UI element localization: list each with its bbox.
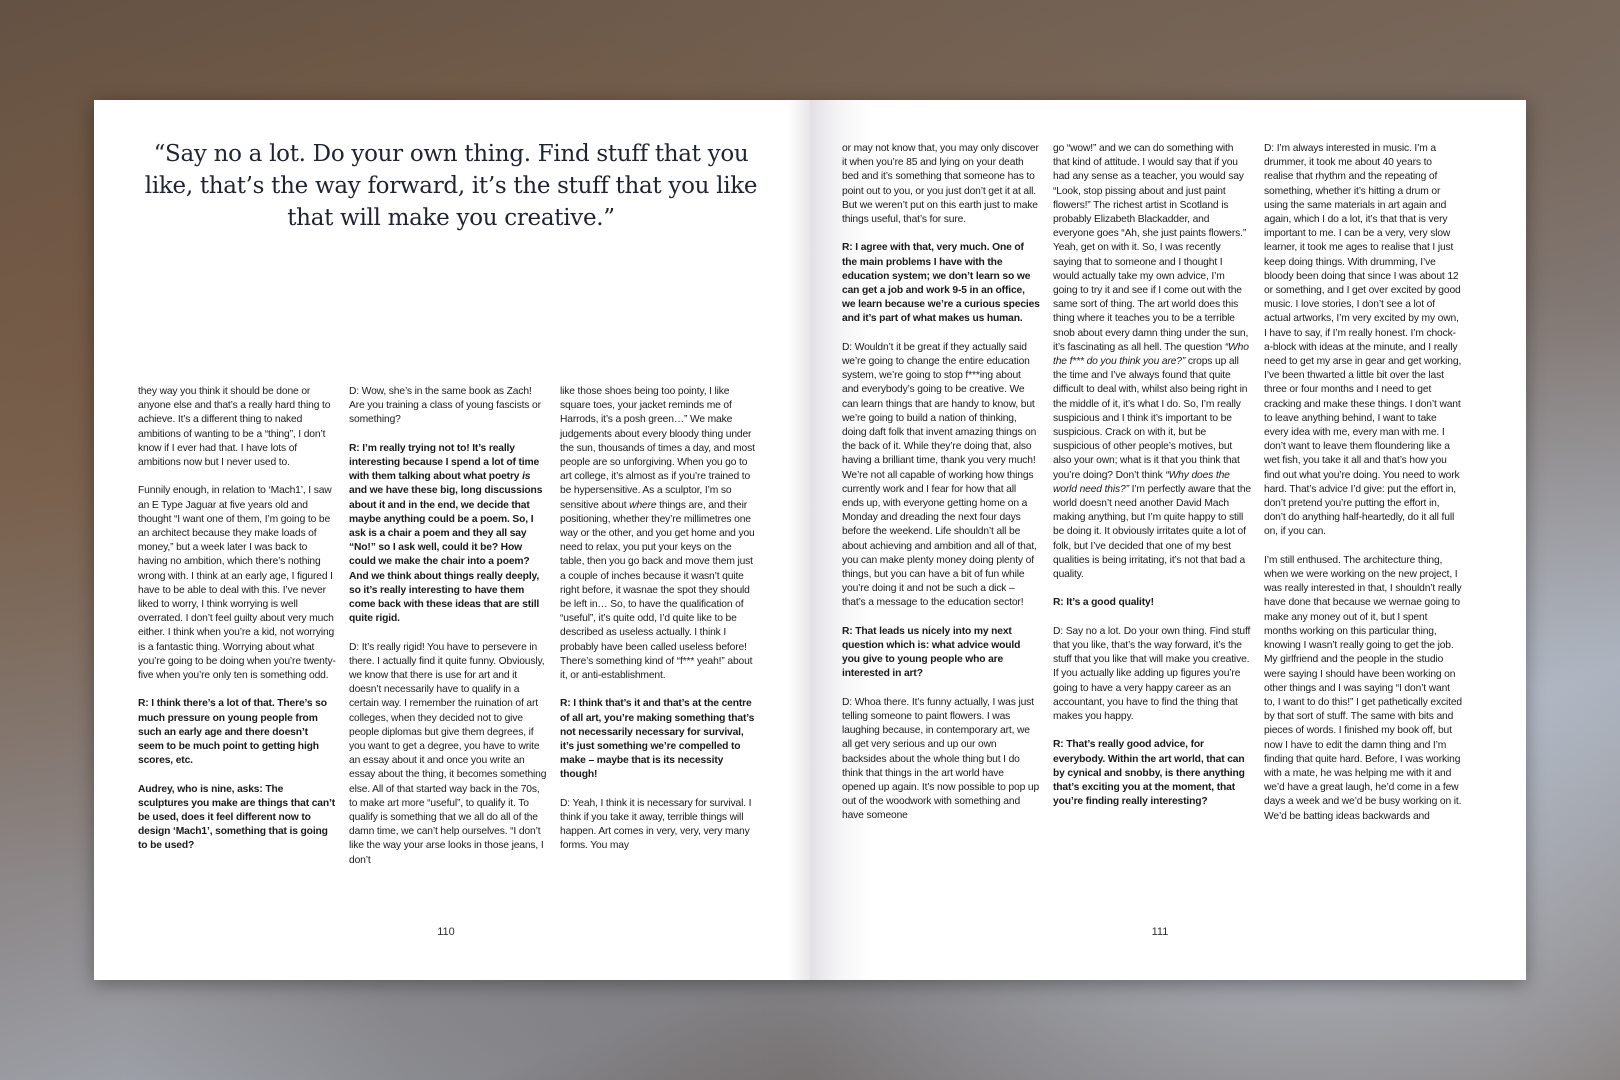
pull-quote: “Say no a lot. Do your own thing. Find stuff that you like, that’s the way forward, it’s the stuff that you like that will make you creative.” xyxy=(144,141,758,231)
paragraph: D: Say no a lot. Do your own thing. Find stuff that you like, that’s the way forward, it’s the stuff that you like that will make you creative. If you actually like adding up figures you’re going to have a very happy career as an accountant, you have to find the thing that makes you happy. xyxy=(1053,625,1251,723)
paragraph: D: It’s really rigid! You have to persevere in there. I actually find it quite funny. Obviously, we know that there is use for art and it doesn’t necessarily have to qualify in a certain way. I remember the ruination of art colleges, when they decided not to give people diplomas but give them degrees, if you want to get a degree, you have to write an essay about it and once you write an essay about the thing, it becomes something else. All of that started way back in the 70s, to make art more “useful”, to qualify it. To qualify is something that we all do all of the damn time, we can’t help ourselves. “I don’t like the way your arse looks in those jeans, I don’t xyxy=(349,641,547,866)
question-text: R: I think that’s it and that’s at the centre of all art, you’re making something that’s not necessarily necessary for survival, it’s just something we’re compelled to make – maybe that is its necessity though! xyxy=(560,698,755,781)
question-text: R: I think there’s a lot of that. There’s so much pressure on young people from such an early age and there doesn’t seem to be much point to getting high scores, etc. xyxy=(138,698,327,767)
question-paragraph xyxy=(1053,738,1251,809)
question-text: Audrey, who is nine, asks: The sculptures you make are things that can’t be used, does it feel different now to design ‘Mach1’, something that is going to be used? xyxy=(138,783,335,852)
paragraph: Funnily enough, in relation to ‘Mach1’, I saw an E Type Jaguar at five years old and thought “I want one of them, I’m going to be an architect because they make loads of money,” but a week later I was back to having no ambition, which there’s nothing wrong with. I think at an early age, I figured I have to be able to deal with this. I’ve never liked to worry, I think worrying is well overrated. I don’t feel guilty about very much either. I think when you’re a kid, not worrying is a fantastic thing. Worrying about what you’re going to be doing when you’re twenty-five when you’re only ten is something odd. xyxy=(138,485,336,682)
paragraph xyxy=(1053,142,1251,582)
text-column-3 xyxy=(560,385,758,868)
question-text: R: I agree with that, very much. One of the main problems I have with the education system; we don’t learn so we can get a job and work 9-5 in an office, we learn because we’re a curious species and it’s part of what makes us human. xyxy=(842,242,1040,325)
text-span: go “wow!” and we can do something with that kind of attitude. I would say that if you had any sense as a teacher, you would say “Look, stop pissing about and just paint flowers!” The richest artist in Scotland is probably Elizabeth Blackadder, and everyone goes “Ah, she just paints flowers.” Yeah, get on with it. So, I was recently saying that to someone and I thought I would actually take my own advice, I’m going to try it and see if I come out with the same sort of thing. The art world does this thing where it teaches you to be a terrible snob about every damn thing under the sun, it’s fascinating as all hell. The question xyxy=(1053,143,1249,353)
paragraph: I’m still enthused. The architecture thing, when we were working on the new project, I was really interested in that, I shouldn’t really have done that because we wernae going to make any money out of it, but I spent months working on this particular thing, knowing I wasn’t really going to get the job. My girlfriend and the people in the studio were saying I should have been working on other things and I was saying “I don’t want to, I want to do this!” I get pathetically excited by that sort of stuff. The same with bits and pieces of words. I finished my book off, but now I have to edit the damn thing and I’m finding that quite hard. Before, I was working with a mate, he was helping me with it and we’d have a great laugh, he’d come in a few days a week and we’d be busy working on it. We’d be batting ideas backwards and xyxy=(1264,554,1462,822)
text-span: things are, and their positioning, whether they’re millimetres one way or the other, and you get home and you need to relax, you put your keys on the table, then you go back and move them just a couple of inches because it wasn’t quite right before, it wasnae the spot they should be left in… So, to have the qualification of “useful”, it’s quite odd, I’d quite like to be described as useless actually. I think I probably have been called useless before! There’s something kind of “f*** yeah!” about it, or anti-establishment. xyxy=(560,499,755,682)
page-number-left: 110 xyxy=(437,926,455,938)
question-text: R: It’s a good quality! xyxy=(1053,597,1154,609)
question-paragraph xyxy=(138,783,336,854)
text-span: crops up all the time and I’ve always found that quite difficult to deal with, whilst also being right in the middle of it, it’s what I do. So, I’m really suspicious and I think it’s important to be suspicious. Crack on with it, but be suspicious of other people’s motives, but also your own; what is it that you think that you’re doing? Don’t think xyxy=(1053,356,1248,481)
question-text: R: That’s really good advice, for everybody. Within the art world, that can by cynical and snobby, is there anything that’s exciting you at the moment, that you’re finding really interesting? xyxy=(1053,739,1245,808)
question-text: R: That leads us nicely into my next question which is: what advice would you give to young people who are interested in art? xyxy=(842,625,1021,680)
paragraph: D: Wow, she’s in the same book as Zach! Are you training a class of young fascists or something? xyxy=(349,386,541,426)
right-page xyxy=(810,100,1526,980)
italic-text: where xyxy=(629,499,657,511)
magazine-spread xyxy=(94,100,1526,980)
page-number-right: 111 xyxy=(1151,926,1169,938)
question-paragraph xyxy=(349,442,547,627)
text-column-1 xyxy=(138,385,336,868)
italic-text: “Why does the world need this?” xyxy=(1053,469,1230,495)
paragraph: D: Wouldn’t it be great if they actually said we’re going to change the entire education system, we’re going to stop f***ing about and everybody’s going to be creative. We can learn things that are handy to know, but we’re going to build a nation of thinking, doing daft folk that invent amazing things on the back of it. While they’re doing that, also having a brilliant time, thank you very much! We’re not all capable of working how things currently work and I fear for how that all ends up, with everyone getting home on a Monday and dreading the next four days before the weekend. Life shouldn’t all be about achieving and ambition and all of that, you can make plenty money doing plenty of things, but you can have a bit of fun while you’re doing it and not be such a dick – that’s a message to the education sector! xyxy=(842,341,1037,609)
paragraph: or may not know that, you may only discover it when you’re 85 and lying on your death bed and it’s something that someone has to point out to you, or you just don’t get it at all. But we weren’t put on this earth just to make things useful, that’s for sure. xyxy=(842,143,1039,226)
question-paragraph xyxy=(1053,596,1251,610)
text-column-5 xyxy=(1053,142,1251,824)
text-column-4 xyxy=(842,142,1040,838)
text-span: R: I’m really trying not to! It’s really interesting because I spend a lot of time with them talking about what poetry xyxy=(349,442,540,483)
paragraph xyxy=(560,385,758,683)
question-paragraph xyxy=(842,241,1040,326)
text-column-6 xyxy=(1264,142,1462,838)
italic-text: is xyxy=(522,471,531,483)
question-paragraph xyxy=(560,697,758,782)
paragraph: D: Whoa there. It’s funny actually, I was just telling someone to paint flowers. I was laughing because, in contemporary art, we all get very serious and up our own backsides about the whole thing but I do think that things in the art world have opened up again. It’s now possible to pop up out of the woodwork with something and have someone xyxy=(842,696,1040,822)
left-page xyxy=(94,100,810,980)
paragraph: D: Yeah, I think it is necessary for survival. I think if you take it away, terrible things will happen. Art comes in very, very, very many forms. You may xyxy=(560,797,752,852)
text-column-2 xyxy=(349,385,547,882)
italic-text: “Who the f*** do you think you are?” xyxy=(1053,341,1249,368)
text-span: and we have these big, long discussions about it and in the end, we decide that maybe anything could be a poem. So, I ask is a chair a poem and they all say “No!” so I ask well, could it be? How could we make the chair into a poem? And we think about things really deeply, so it’s really interesting to have them come back with these ideas that are still quite rigid. xyxy=(349,485,543,625)
question-paragraph xyxy=(842,625,1040,682)
question-paragraph xyxy=(138,697,336,768)
paragraph: they way you think it should be done or anyone else and that’s a really hard thing to achieve. It’s a different thing to naked ambitions of wanting to be a “thing”, I don’t know if I ever had that. I have lots of ambitions now but I never used to. xyxy=(138,386,331,469)
text-span: I’m perfectly aware that the world doesn’t need another David Mach making anything, but I’m quite happy to still be doing it. It obviously irritates quite a lot of folk, but I’ve decided that one of my best qualities is being irritating, it’s not that bad a quality. xyxy=(1053,483,1252,581)
text-span: like those shoes being too pointy, I like square toes, your jacket reminds me of Harrods, it’s a posh green…” We make judgements about every bloody thing under the sun, thousands of times a day, and most people are so unforgiving. When you go to art college, it’s almost as if you’re trained to be hypersensitive. As a sculptor, I’m so sensitive about xyxy=(560,386,755,511)
paragraph: D: I’m always interested in music. I’m a drummer, it took me about 40 years to realise that rhythm and the repeating of something, whether it’s hitting a drum or using the same materials in art again and again, which I do a lot, it’s that that is very important to me. I can be a very, very slow learner, it took me ages to realise that I just keep doing things. With drumming, I’ve bloody been doing that since I was about 12 or something, and I get over excited by good music. I love stories, I don’t see a lot of actual artworks, I’m very excited by my own, I have to say, if I’m really honest. I’m chock-a-block with ideas at the minute, and I really need to get my arse in gear and get working, I’ve been thwarted a little bit over the last three or four months and I need to get cracking and make these things. I don’t want to leave anything behind, I want to take every idea with me, every man with me. I don’t want to leave them floundering like a wet fish, you take it all and that’s how you find out what you’re doing. You need to work hard. That’s advice I’d give: put the effort in, don’t pretend you’re putting the effort in, don’t do anything half-heartedly, do it all full on, if you can. xyxy=(1264,143,1462,538)
